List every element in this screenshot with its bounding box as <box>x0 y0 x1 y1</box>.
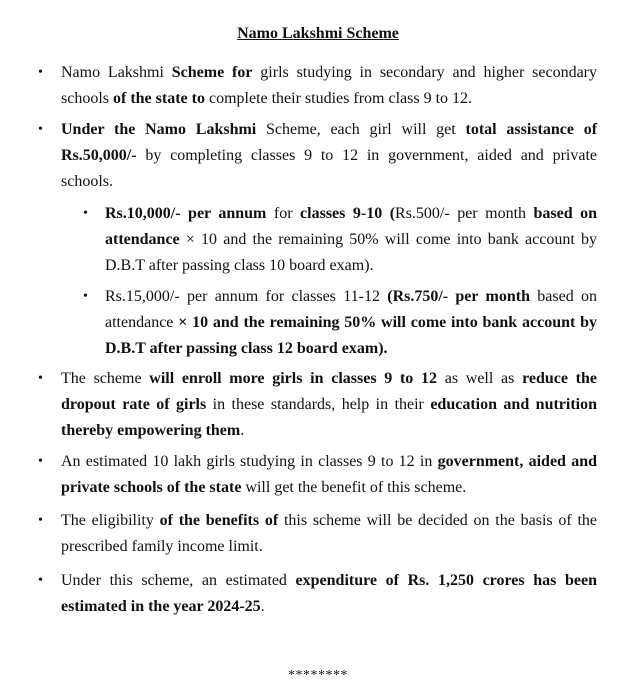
bullet-text <box>105 201 597 279</box>
bullet-text <box>61 449 597 501</box>
text-run: in these standards, help in their <box>206 396 431 413</box>
text-run: this scheme will be decided on the basis of the prescribed family income limit. <box>61 512 597 555</box>
text-run: will get the benefit of this scheme. <box>241 479 467 496</box>
text-run: Rs.500/- per month <box>395 205 534 222</box>
bullet-text <box>61 508 597 560</box>
text-run: The scheme <box>61 370 150 387</box>
bullet-text <box>105 284 597 362</box>
text-run: × 10 and the remaining 50% will come into bank account by D.B.T after passing class 10 board exam). <box>105 231 597 274</box>
bold-text-run: of the state to <box>113 90 205 107</box>
bullet-icon: • <box>38 454 43 469</box>
bold-text-run: Scheme for <box>171 64 253 81</box>
bullet-icon: • <box>38 513 43 528</box>
text-run: An estimated 10 lakh girls studying in classes 9 to 12 in <box>61 453 438 470</box>
bullet-icon: • <box>38 65 43 80</box>
bold-text-run: classes 9-10 ( <box>300 205 396 222</box>
footer-separator: ******** <box>288 668 348 683</box>
bold-text-run: Under the Namo Lakshmi <box>61 121 257 138</box>
bold-text-run: total assistance of Rs.50,000/- <box>61 121 598 164</box>
bold-text-run: expenditure of Rs. 1,250 crores has been estimated in the year 2024-25 <box>61 572 597 615</box>
bold-text-run: based on attendance <box>105 205 598 248</box>
text-run: Rs.15,000/- per annum for classes 11-12 <box>105 288 388 305</box>
text-run: for <box>266 205 301 222</box>
bullet-text <box>61 568 597 620</box>
bold-text-run: reduce the dropout rate of girls <box>61 370 598 413</box>
bullet-icon: • <box>38 122 43 137</box>
bullet-icon: • <box>83 206 88 221</box>
document-title: Namo Lakshmi Scheme <box>237 25 399 42</box>
bullet-text <box>61 366 597 444</box>
bold-text-run: (Rs.750/- per month <box>387 288 530 305</box>
bold-text-run: education and nutrition thereby empowering them <box>61 396 598 439</box>
bullet-text <box>61 117 597 195</box>
text-run: Scheme, each girl will get <box>256 121 466 138</box>
text-run: Namo Lakshmi <box>61 64 172 81</box>
text-run: girls studying in secondary and higher secondary schools <box>61 64 598 107</box>
bold-text-run: government, aided and private schools of the state <box>61 453 597 496</box>
text-run: based on attendance <box>105 288 598 331</box>
text-run: The eligibility <box>61 512 160 529</box>
text-run: . <box>260 598 265 615</box>
bold-text-run: Rs.10,000/- per annum <box>105 205 267 222</box>
bold-text-run: of the benefits of <box>159 512 279 529</box>
text-run: complete their studies from class 9 to 12. <box>204 90 473 107</box>
bold-text-run: will enroll more girls in classes 9 to 12 <box>149 370 438 387</box>
bullet-text <box>61 60 597 112</box>
text-run: Under this scheme, an estimated <box>61 572 296 589</box>
text-run: by completing classes 9 to 12 in government, aided and private schools. <box>61 147 597 190</box>
bullet-icon: • <box>38 371 43 386</box>
bullet-icon: • <box>83 289 88 304</box>
text-run: . <box>240 422 245 439</box>
text-run: as well as <box>437 370 523 387</box>
bullet-icon: • <box>38 573 43 588</box>
bold-text-run: × 10 and the remaining 50% will come into bank account by D.B.T after passing class 12 board exam). <box>105 314 597 357</box>
